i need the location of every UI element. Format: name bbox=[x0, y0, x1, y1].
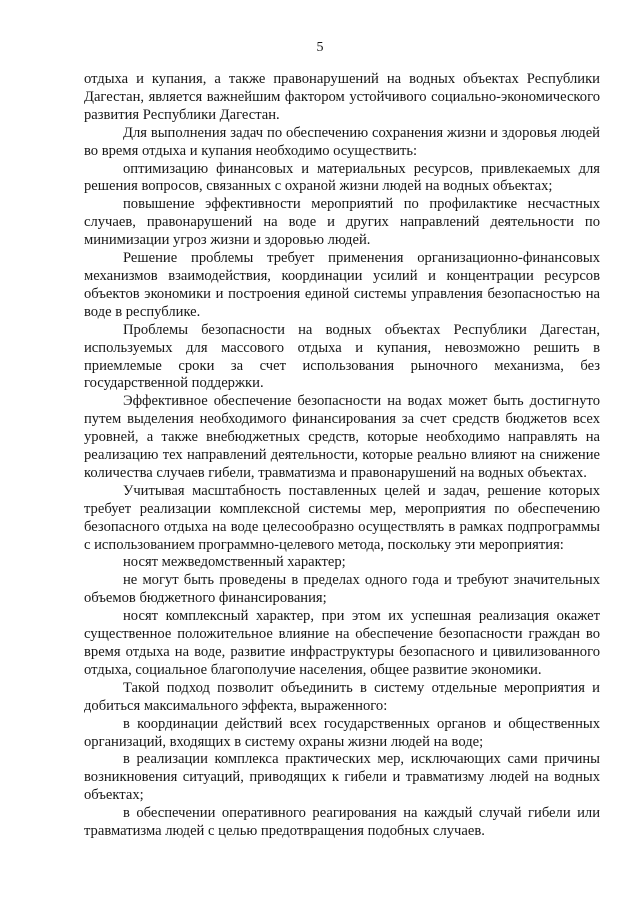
paragraph: повышение эффективности мероприятий по профилактике несчастных случаев, правонарушений на воде и других направлений деятельности по минимизации угроз жизни и здоровью людей. bbox=[84, 196, 600, 249]
paragraph: в обеспечении оперативного реагирования на каждый случай гибели или травматизма людей с целью предотвращения подобных случаев. bbox=[84, 805, 600, 840]
paragraph: не могут быть проведены в пределах одного года и требуют значительных объемов бюджетного финансирования; bbox=[84, 572, 600, 607]
paragraph: Эффективное обеспечение безопасности на водах может быть достигнуто путем выделения необходимого финансирования за счет средств бюджетов всех уровней, а также внебюджетных средств, которые необходимо направлять на реализацию тех направлений деятельности, которые реально влияют на снижение количества случаев гибели, травматизма и правонарушений на водных объектах. bbox=[84, 393, 600, 481]
paragraph: носят комплексный характер, при этом их успешная реализация окажет существенное положительное влияние на обеспечение безопасности граждан во время отдыха на воде, развитие инфраструктуры безопасного и цивилизованного отдыха, социальное благополучие населения, общее развитие экономики. bbox=[84, 608, 600, 678]
paragraph: в координации действий всех государственных органов и общественных организаций, входящих в систему охраны жизни людей на воде; bbox=[84, 715, 600, 750]
paragraph: Учитывая масштабность поставленных целей и задач, решение которых требует реализации комплексной системы мер, мероприятия по обеспечению безопасного отдыха на воде целесообразно осуществлять в рамках подпрограммы с использованием программно-целевого метода, поскольку эти мероприятия: bbox=[84, 482, 600, 553]
paragraph: оптимизацию финансовых и материальных ресурсов, привлекаемых для решения вопросов, связанных с охраной жизни людей на водных объектах; bbox=[84, 160, 600, 195]
paragraph: носят межведомственный характер; bbox=[123, 554, 346, 571]
paragraph: отдыха и купания, а также правонарушений на водных объектах Республики Дагестан, является важнейшим фактором устойчивого социально-экономического развития Республики Дагестан. bbox=[84, 71, 600, 123]
paragraph: Решение проблемы требует применения организационно-финансовых механизмов взаимодействия, координации усилий и концентрации ресурсов объектов экономики и построения единой системы управления безопасностью на воде в республике. bbox=[84, 250, 600, 320]
document-body bbox=[84, 71, 600, 841]
paragraph: в реализации комплекса практических мер, исключающих сами причины возникновения ситуаций, приводящих к гибели и травматизму людей на водных объектах; bbox=[84, 751, 600, 804]
paragraph: Для выполнения задач по обеспечению сохранения жизни и здоровья людей во время отдыха и купания необходимо осуществить: bbox=[84, 124, 600, 159]
page-number: 5 bbox=[316, 40, 324, 55]
paragraph: Такой подход позволит объединить в систему отдельные мероприятия и добиться максимального эффекта, выраженного: bbox=[84, 679, 600, 714]
paragraph: Проблемы безопасности на водных объектах Республики Дагестан, используемых для массового отдыха и купания, невозможно решить в приемлемые сроки за счет использования рыночного механизма, без государственной поддержки. bbox=[84, 321, 600, 392]
